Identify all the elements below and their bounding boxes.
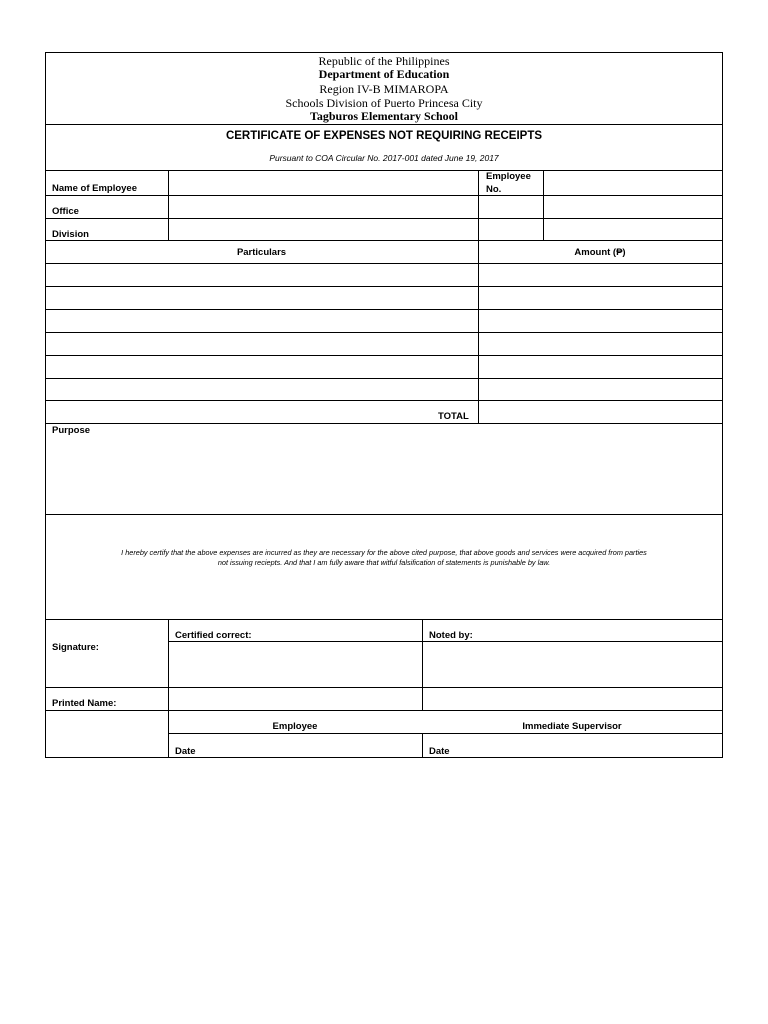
name-of-employee-field[interactable] bbox=[169, 171, 477, 194]
amount-row-1[interactable] bbox=[479, 264, 722, 285]
amount-row-6[interactable] bbox=[479, 379, 722, 399]
purpose-label: Purpose bbox=[52, 425, 91, 436]
certification-line-2: not issuing reciepts. And that I am fully aware that witful falsification of statements is punishable by law. bbox=[217, 558, 551, 567]
particulars-row-4[interactable] bbox=[46, 333, 477, 354]
total-label: TOTAL bbox=[438, 411, 469, 422]
col-info-mid bbox=[478, 170, 479, 240]
employee-caption: Employee bbox=[272, 721, 318, 732]
supervisor-signature-field[interactable] bbox=[423, 642, 722, 686]
printed-name-label: Printed Name: bbox=[52, 698, 117, 709]
employee-printed-name-field[interactable] bbox=[169, 688, 421, 709]
school-text: Tagburos Elementary School bbox=[309, 109, 459, 123]
amount-row-3[interactable] bbox=[479, 310, 722, 331]
supervisor-printed-name-field[interactable] bbox=[423, 688, 722, 709]
divider-certification bbox=[45, 619, 723, 620]
particulars-header: Particulars bbox=[236, 247, 287, 258]
particulars-row-6[interactable] bbox=[46, 379, 477, 399]
supervisor-caption: Immediate Supervisor bbox=[522, 721, 622, 732]
border-top bbox=[45, 52, 723, 53]
form-subtitle: Pursuant to COA Circular No. 2017-001 dated June 19, 2017 bbox=[269, 153, 499, 163]
employee-date-label: Date bbox=[175, 746, 196, 757]
amount-row-2[interactable] bbox=[479, 287, 722, 308]
name-of-employee-label: Name of Employee bbox=[52, 183, 137, 194]
division-field[interactable] bbox=[169, 219, 477, 239]
division-text: Schools Division of Puerto Princesa City bbox=[285, 96, 483, 110]
divider-total-row bbox=[45, 423, 723, 424]
signature-label: Signature: bbox=[52, 642, 99, 653]
republic-text: Republic of the Philippines bbox=[318, 54, 450, 68]
amount-row-5[interactable] bbox=[479, 356, 722, 377]
division-label: Division bbox=[52, 229, 89, 240]
particulars-row-1[interactable] bbox=[46, 264, 477, 285]
office-label: Office bbox=[52, 206, 79, 217]
employee-date-field[interactable] bbox=[200, 734, 421, 756]
border-bottom bbox=[45, 757, 723, 758]
certification-line-1: I hereby certify that the above expenses are incurred as they are necessary for the above cited purpose, that above goods and services were acquired from parties bbox=[121, 548, 647, 557]
particulars-row-2[interactable] bbox=[46, 287, 477, 308]
form-title: CERTIFICATE OF EXPENSES NOT REQUIRING RECEIPTS bbox=[225, 130, 543, 142]
total-amount-field[interactable] bbox=[479, 401, 722, 422]
particulars-row-5[interactable] bbox=[46, 356, 477, 377]
divider-division-row bbox=[45, 240, 723, 241]
divider-printed-name-row bbox=[45, 710, 723, 711]
employee-no-field[interactable] bbox=[544, 171, 722, 194]
particulars-row-3[interactable] bbox=[46, 310, 477, 331]
certified-correct-label: Certified correct: bbox=[175, 630, 252, 641]
employee-no-label-line2: No. bbox=[486, 184, 502, 195]
amount-header: Amount (₱) bbox=[574, 247, 626, 258]
amount-row-4[interactable] bbox=[479, 333, 722, 354]
supervisor-date-field[interactable] bbox=[455, 734, 722, 756]
noted-by-label: Noted by: bbox=[429, 630, 473, 641]
employee-signature-field[interactable] bbox=[169, 642, 421, 686]
supervisor-date-label: Date bbox=[429, 746, 450, 757]
employee-no-label-line1: Employee bbox=[486, 171, 531, 182]
region-text: Region IV-B MIMAROPA bbox=[319, 82, 449, 96]
divider-header bbox=[45, 124, 723, 125]
col-signature-mid-lower bbox=[422, 733, 423, 757]
department-text: Department of Education bbox=[318, 67, 450, 81]
divider-purpose bbox=[45, 514, 723, 515]
purpose-field[interactable] bbox=[46, 438, 722, 513]
office-field[interactable] bbox=[169, 196, 477, 217]
